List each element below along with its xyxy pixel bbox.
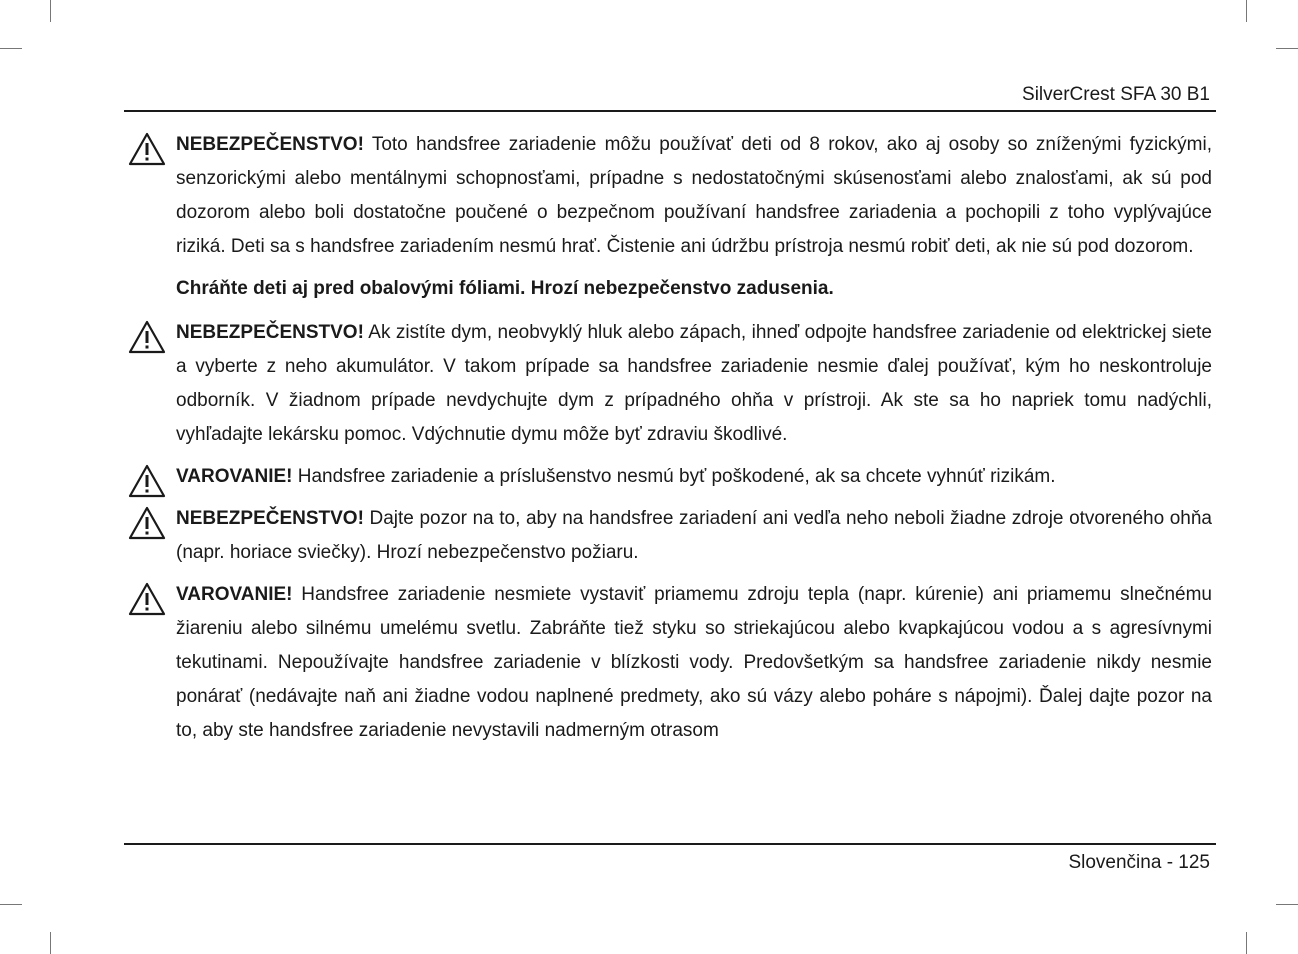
footer-separator: - <box>1166 852 1174 873</box>
safety-block <box>128 128 1212 264</box>
danger-label: NEBEZPEČENSTVO! <box>176 508 364 529</box>
crop-mark <box>50 0 51 22</box>
safety-text: Toto handsfree zariadenie môžu používať deti od 8 rokov, ako aj osoby so zníženými fyzickými, senzorickými alebo mentálnymi schopnosťami, prípadne s nedostatočnými skúsenosťami alebo znalosťami, ak sú pod dozorom alebo boli dostatočne poučené o bezpečnom používaní handsfree zariadenia a pochopili z toho vyplývajúce riziká. Deti sa s handsfree zariadením nesmú hrať. Čistenie ani údržbu prístroja nesmú robiť deti, ak nie sú pod dozorom. <box>176 134 1212 257</box>
page-header: SilverCrest SFA 30 B1 <box>1022 84 1210 105</box>
warning-triangle-icon <box>128 582 166 616</box>
safety-block <box>128 578 1212 748</box>
crop-mark <box>1276 904 1298 905</box>
crop-mark <box>0 48 22 49</box>
safety-block <box>128 460 1212 494</box>
warning-triangle-icon <box>128 506 166 540</box>
safety-text: Ak zistíte dym, neobvyklý hluk alebo zápach, ihneď odpojte handsfree zariadenie od elektrickej siete a vyberte z neho akumulátor. V takom prípade sa handsfree zariadenie nesmie ďalej používať, kým ho neskontroluje odborník. V žiadnom prípade nevdychujte dym z prípadného ohňa v prístroji. Ak ste sa ho napriek tomu nadýchli, vyhľadajte lekársku pomoc. Vdýchnutie dymu môže byť zdraviu škodlivé. <box>176 322 1212 445</box>
safety-text: Handsfree zariadenie a príslušenstvo nesmú byť poškodené, ak sa chcete vyhnúť rizikám. <box>297 466 1056 487</box>
warning-triangle-icon <box>128 464 166 498</box>
page-content <box>128 128 1212 756</box>
page-number: 125 <box>1178 852 1210 873</box>
page-footer <box>1068 852 1210 874</box>
safety-block <box>128 316 1212 452</box>
warning-label: VAROVANIE! <box>176 584 293 605</box>
safety-block <box>128 502 1212 570</box>
crop-mark <box>50 932 51 954</box>
footer-language: Slovenčina <box>1068 852 1162 873</box>
warning-triangle-icon <box>128 132 166 166</box>
warning-label: VAROVANIE! <box>176 466 293 487</box>
danger-label: NEBEZPEČENSTVO! <box>176 134 364 155</box>
crop-mark <box>0 904 22 905</box>
safety-paragraph <box>176 502 1212 570</box>
safety-paragraph <box>176 316 1212 452</box>
footer-rule <box>124 843 1216 845</box>
safety-text: Dajte pozor na to, aby na handsfree zariadení ani vedľa neho neboli žiadne zdroje otvoreného ohňa (napr. horiace sviečky). Hrozí nebezpečenstvo požiaru. <box>176 508 1212 563</box>
crop-mark <box>1246 932 1247 954</box>
danger-label: NEBEZPEČENSTVO! <box>176 322 364 343</box>
safety-paragraph <box>176 128 1212 264</box>
header-rule <box>124 110 1216 112</box>
crop-mark <box>1276 48 1298 49</box>
crop-mark <box>1246 0 1247 22</box>
safety-text: Handsfree zariadenie nesmiete vystaviť priamemu zdroju tepla (napr. kúrenie) ani priamemu slnečnému žiareniu alebo silnému umelému svetlu. Zabráňte tiež styku so striekajúcou alebo kvapkajúcou vodou a s agresívnymi tekutinami. Nepoužívajte handsfree zariadenie v blízkosti vody. Predovšetkým sa handsfree zariadenie nikdy nesmie ponárať (nedávajte naň ani žiadne vodou naplnené predmety, ako sú vázy alebo poháre s nápojmi). Ďalej dajte pozor na to, aby ste handsfree zariadenie nevystavili nadmerným otrasom <box>176 584 1212 741</box>
safety-paragraph <box>176 578 1212 748</box>
safety-paragraph <box>176 460 1212 494</box>
suffocation-notice: Chráňte deti aj pred obalovými fóliami. Hrozí nebezpečenstvo zadusenia. <box>176 278 834 299</box>
warning-triangle-icon <box>128 320 166 354</box>
